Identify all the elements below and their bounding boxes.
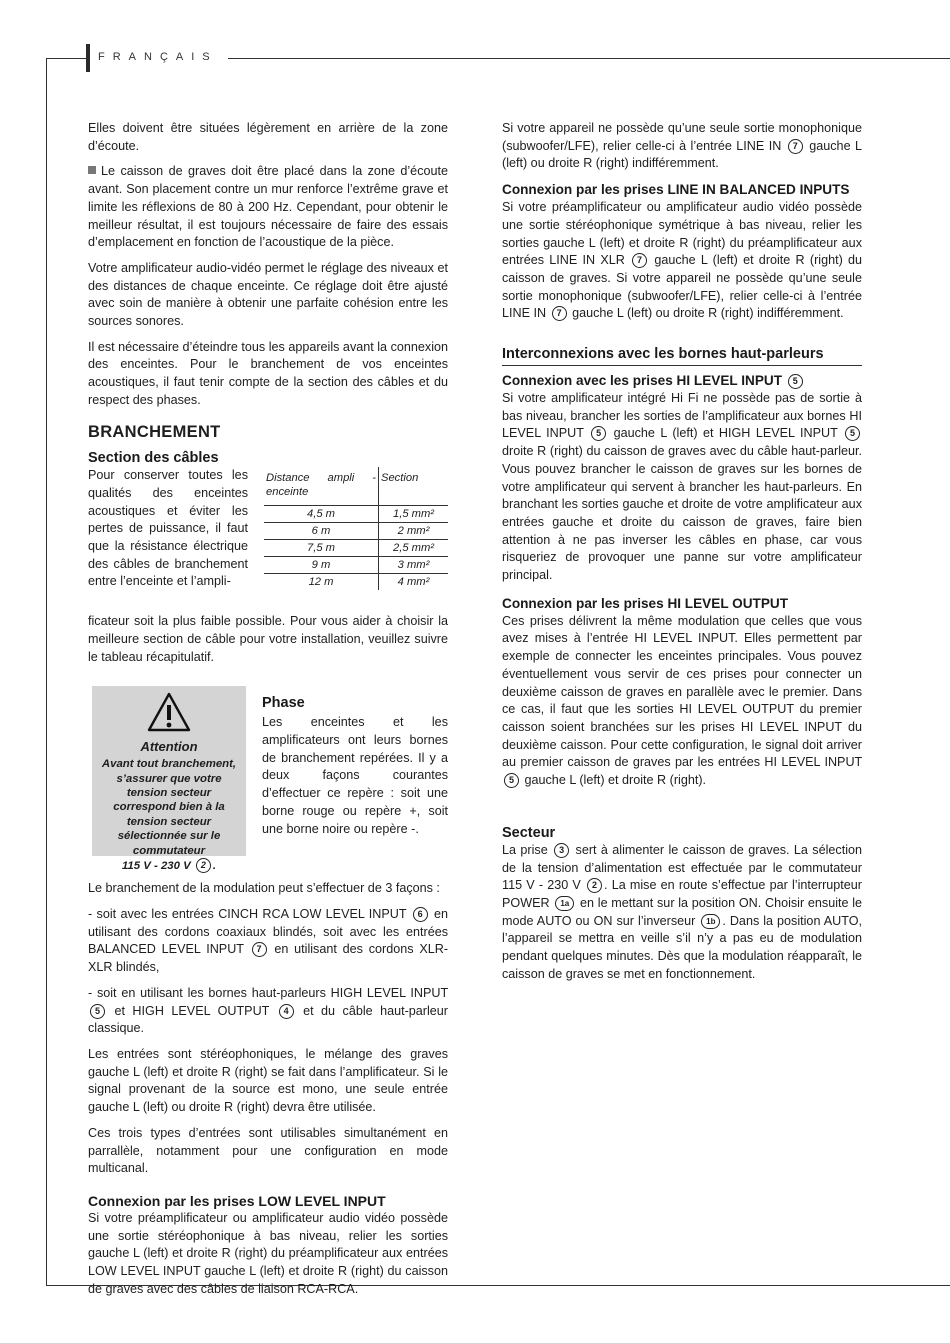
hi-level-input-text: Si votre amplificateur intégré Hi Fi ne possède pas de sortie à bas niveau, brancher les sorties de l’amplificateur aux bornes HI LEVEL INPUT 5 gauche L (left) et HIGH LEVEL INPUT 5 droite R (right) du caisson de graves avec du câble haut-parleur. Vous pouvez brancher le caisson de graves sur les bornes de votre amplificateur qui servent à brancher les haut-parleurs. En branchant les sorties gauche et droite de votre amplificateur aux entrées gauche et droite du caisson de graves, faire bien attention à ne pas inverser les câbles en phase, car vous risqueriez de provoquer une panne sur votre amplificateur principal. (502, 391, 862, 583)
ref-number-badge: 5 (788, 374, 803, 389)
ref-number-badge: 7 (252, 942, 267, 957)
cable-section-table (264, 467, 448, 590)
ref-number-badge: 7 (632, 253, 647, 268)
stereo-paragraph: Les entrées sont stéréophoniques, le mélange des graves gauche L (left) et droite R (right) se fait dans l’amplificateur. Si le signal provenant de la source est mono, une seule entrée gauche L (left) ou droite R (right) devra être utilisée. (88, 1046, 448, 1115)
warning-triangle-icon (146, 691, 192, 733)
table-cell-section: 1,5 mm² (379, 506, 449, 523)
table-cell-section: 2 mm² (379, 523, 449, 540)
ref-number-badge: 5 (90, 1004, 105, 1019)
intro-paragraph-2: Le caisson de graves doit être placé dans la zone d’écoute avant. Son placement contre un mur renforce l’extrême grave et limite les réflexions de 80 à 200 Hz. Cependant, pour obtenir le meilleur résultat, il est toujours nécessaire de faire des essais d’emplacement en fonction de l’acoustique de la pièce. (88, 164, 448, 250)
left-column (88, 120, 448, 1306)
phase-text: Les enceintes et les amplificateurs ont leurs bornes de branchement repérées. Il y a deux façons courantes d’effectuer ce repère : soit une borne rouge ou repère +, soit une borne noire ou repère -. (262, 715, 448, 836)
low-level-text: Si votre préamplificateur ou amplificateur audio vidéo possède une sortie stéréophonique à bas niveau, relier les sorties gauche L (left) et droite R (right) du préamplificateur aux entrées LOW LEVEL INPUT gauche L (left) et droite R (right) du caisson de graves avec des câbles de liaison RCA-RCA. (88, 1210, 448, 1296)
ref-number-badge: 7 (552, 306, 567, 321)
table-cell-distance: 6 m (264, 523, 379, 540)
ref-number-badge: 2 (587, 878, 602, 893)
attention-title: Attention (140, 738, 198, 754)
header-language-label: FRANÇAIS (98, 51, 218, 63)
table-row (264, 557, 448, 574)
ref-number-badge: 6 (413, 907, 428, 922)
phase-heading: Phase (262, 695, 305, 712)
ref-number-badge: 5 (591, 426, 606, 441)
ref-number-badge: 1a (555, 896, 574, 911)
modulation-option-b: - soit en utilisant les bornes haut-parleurs HIGH LEVEL INPUT 5 et HIGH LEVEL OUTPUT 4 et du câble haut-parleur classique. (88, 985, 448, 1036)
table-cell-distance: 7,5 m (264, 540, 379, 557)
cables-heading: Section des câbles (88, 450, 219, 467)
ref-number-badge: 7 (788, 139, 803, 154)
phase-section (262, 694, 448, 838)
attention-box (92, 686, 246, 873)
hi-level-input-heading: Connexion avec les prises HI LEVEL INPUT 5 (502, 372, 862, 390)
interconnexions-heading: Interconnexions avec les bornes haut-parleurs (502, 345, 862, 366)
ref-number-badge: 4 (279, 1004, 294, 1019)
ref-number-badge: 3 (554, 843, 569, 858)
intro-paragraph-1: Elles doivent être situées légèrement en arrière de la zone d’écoute. (88, 121, 448, 153)
intro-paragraph-3: Votre amplificateur audio-vidéo permet le réglage des niveaux et des distances de chaque enceinte. Ce réglage doit être ajusté avec soin de manière à obtenir une parfaite cohésion entre les sources sonores. (88, 260, 448, 329)
frame-top-line-right (228, 58, 950, 59)
ref-number-badge: 5 (504, 773, 519, 788)
table-cell-distance: 12 m (264, 574, 379, 591)
warning-and-phase (88, 686, 448, 873)
table-row (264, 540, 448, 557)
intro-paragraph-4: Il est nécessaire d’éteindre tous les appareils avant la connexion des enceintes. Pour le branchement de vos enceintes acoustiques, il faut tenir compte de la section des câbles et du respect des phases. (88, 339, 448, 407)
mono-paragraph: Si votre appareil ne possède qu’une seule sortie monophonique (subwoofer/LFE), relier celle-ci à l’entrée LINE IN 7 gauche L (left) ou droite R (right) indifféremment. (502, 121, 863, 171)
branchement-heading: BRANCHEMENT (88, 422, 221, 441)
ref-number-badge: 5 (845, 426, 860, 441)
table-cell-section: 3 mm² (379, 557, 449, 574)
simultaneous-paragraph: Ces trois types d’entrées sont utilisables simultanément en parrallèle, notamment pour une configuration en mode multicanal. (88, 1125, 448, 1176)
frame-top-line-left (46, 58, 86, 59)
cables-section (88, 467, 448, 617)
table-row (264, 506, 448, 523)
frame-left-line (46, 58, 47, 1285)
secteur-text: La prise 3 sert à alimenter le caisson de graves. La sélection de la tension d’alimentation est effectuée par le commutateur 115 V - 230 V 2 . La mise en route s’effectue par l’interrupteur POWER 1a en le mettant sur la position ON. Choisir ensuite le mode AUTO ou ON sur l’inverseur 1b . Dans la position AUTO, l’appareil se mettra en veille s’il n’y a pas eu de modulation pendant quelques minutes. Dès que la modulation réapparaît, le caisson de graves se met en fonctionnement. (502, 842, 863, 981)
balanced-text: Si votre préamplificateur ou amplificateur audio vidéo possède une sortie stéréophonique symétrique à bas niveau, relier les sorties gauche L (left) et droite R (right) du préamplificateur aux entrées LINE IN XLR 7 gauche L (left) et droite R (right) du caisson de graves. Si votre appareil ne possède qu’une seule sortie monophonique (subwoofer/LFE), relier celle-ci à l’entrée LINE IN 7 gauche L (left) ou droite R (right) indifféremment. (502, 200, 863, 321)
table-cell-distance: 4,5 m (264, 506, 379, 523)
square-bullet-icon (88, 166, 96, 174)
table-cell-section: 2,5 mm² (379, 540, 449, 557)
balanced-heading: Connexion par les prises LINE IN BALANCED INPUTS (502, 182, 850, 198)
cables-text: Pour conserver toutes les qualités des enceintes acoustiques et éviter les pertes de puissance, il faut que la résistance électrique des câbles de branchement entre l’enceinte et l’ampli- (88, 468, 248, 589)
secteur-heading: Secteur (502, 824, 556, 841)
table-cell-section: 4 mm² (397, 576, 430, 589)
attention-text: Avant tout branchement, s’assurer que votre tension secteur correspond bien à la tension secteur sélectionnée sur le commutateur (101, 758, 237, 857)
table-row (264, 574, 448, 591)
ref-number-badge: 1b (701, 914, 720, 929)
right-column (502, 120, 862, 991)
hi-level-output-text: Ces prises délivrent la même modulation que celles que vous avez mises à l’entrée HI LEVEL INPUT. Elles permettent par exemple de connecter les enceintes principales. Vous pouvez éventuellement vous servir de ces prises pour connecter un deuxième caisson de graves en parallèle avec le premier. Dans ce cas, il faut que les sorties HI LEVEL OUTPUT du premier caisson soient branchées sur les prises HI LEVEL INPUT du deuxième caisson. Pour cette configuration, le signal doit arriver au premier caisson de graves par les entrées HI LEVEL INPUT 5 gauche L (left) et droite R (right). (502, 613, 862, 788)
ref-number-badge: 2 (196, 858, 211, 873)
table-row (264, 523, 448, 540)
attention-voltage: 115 V - 230 V 2 . (121, 860, 217, 873)
modulation-intro: Le branchement de la modulation peut s’effectuer de 3 façons : (88, 881, 440, 896)
table-header-section: Section (381, 472, 419, 485)
hi-level-output-heading: Connexion par les prises HI LEVEL OUTPUT (502, 595, 789, 611)
low-level-heading: Connexion par les prises LOW LEVEL INPUT (88, 1192, 386, 1209)
table-cell-distance: 9 m (264, 557, 379, 574)
table-header-distance: Distance ampli - enceinte (264, 467, 379, 506)
modulation-option-a: - soit avec les entrées CINCH RCA LOW LEVEL INPUT 6 en utilisant des cordons coaxiaux blindés, soit avec les entrées BALANCED LEVEL INPUT 7 en utilisant des cordons XLR-XLR blindés, (88, 907, 449, 975)
cables-text-continued: ficateur soit la plus faible possible. Pour vous aider à choisir la meilleure section de câble pour votre installation, veuillez suivre le tableau récapitulatif. (88, 614, 448, 664)
header-marker-bar (86, 44, 90, 72)
